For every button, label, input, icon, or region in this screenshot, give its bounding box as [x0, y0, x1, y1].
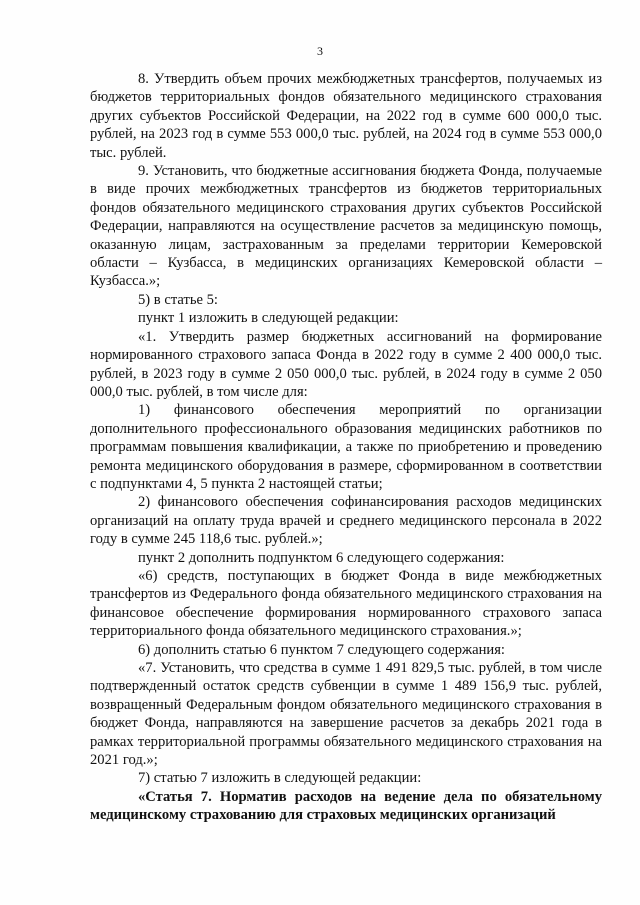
paragraph-subpoint-6: «6) средств, поступающих в бюджет Фонда в виде межбюджетных трансфертов из Федерального фонда обязательного медицинского страхования на финансовое обеспечение формирования нормированного страхового запаса территориального фонда обязательного медицинского страхования.»; — [90, 567, 602, 640]
paragraph-article-5: 5) в статье 5: — [138, 291, 218, 308]
document-body — [90, 70, 602, 825]
paragraph-item-8: 8. Утвердить объем прочих межбюджетных трансфертов, получаемых из бюджетов территориальных фондов обязательного медицинского страхования других субъектов Российской Федерации, на 2022 год в сумме 600 000,0 тыс. рублей, на 2023 год в сумме 553 000,0 тыс. рублей, на 2024 год в сумме 553 000,0 тыс. рублей. — [90, 71, 602, 161]
paragraph-subpoint-2: 2) финансового обеспечения софинансирования расходов медицинских организаций на оплату труда врачей и среднего медицинского персонала в 2022 году в сумме 245 118,6 тыс. рублей.»; — [90, 494, 602, 548]
page-number: 3 — [317, 44, 323, 58]
paragraph-point-7-text: «7. Установить, что средства в сумме 1 491 829,5 тыс. рублей, в том числе подтвержденный остаток средств субвенции в сумме 1 489 156,9 тыс. рублей, возвращенный Федеральным фондом обязательного медицинского страхования в бюджет Фонда, направляются на завершение расчетов за декабрь 2021 года в рамках территориальной программы обязательного медицинского страхования на 2021 год.»; — [90, 660, 602, 769]
paragraph-article-6: 6) дополнить статью 6 пунктом 7 следующего содержания: — [138, 641, 505, 658]
paragraph-item-9: 9. Установить, что бюджетные ассигнования бюджета Фонда, получаемые в виде прочих межбюджетных трансфертов из бюджетов территориальных фондов обязательного медицинского страхования других субъектов Российской Федерации, направляются на осуществление расчетов за медицинскую помощь, оказанную лицам, застрахованным за пределами территории Кемеровской области – Кузбасса, в медицинских организациях Кемеровской области – Кузбасса.»; — [90, 163, 602, 290]
paragraph-point-1-intro: пункт 1 изложить в следующей редакции: — [138, 310, 399, 327]
paragraph-point-1-text: «1. Утвердить размер бюджетных ассигнований на формирование нормированного страхового запаса Фонда в 2022 году в сумме 2 400 000,0 тыс. рублей, в 2023 году в сумме 2 050 000,0 тыс. рублей, в 2024 году в сумме 2 050 000,0 тыс. рублей, в том числе для: — [90, 328, 602, 400]
paragraph-point-2-intro: пункт 2 дополнить подпунктом 6 следующего содержания: — [138, 549, 505, 566]
article-7-heading: «Статья 7. Норматив расходов на ведение дела по обязательному медицинскому страхованию для страховых медицинских организаций — [90, 788, 602, 824]
paragraph-subpoint-1: 1) финансового обеспечения мероприятий по организации дополнительного профессионального образования медицинских работников по программам повышения квалификации, а также по приобретению и проведению ремонта медицинского оборудования в размере, сформированном в соответствии с подпунктами 4, 5 пункта 2 настоящей статьи; — [90, 402, 602, 492]
paragraph-article-7: 7) статью 7 изложить в следующей редакции: — [138, 770, 422, 787]
